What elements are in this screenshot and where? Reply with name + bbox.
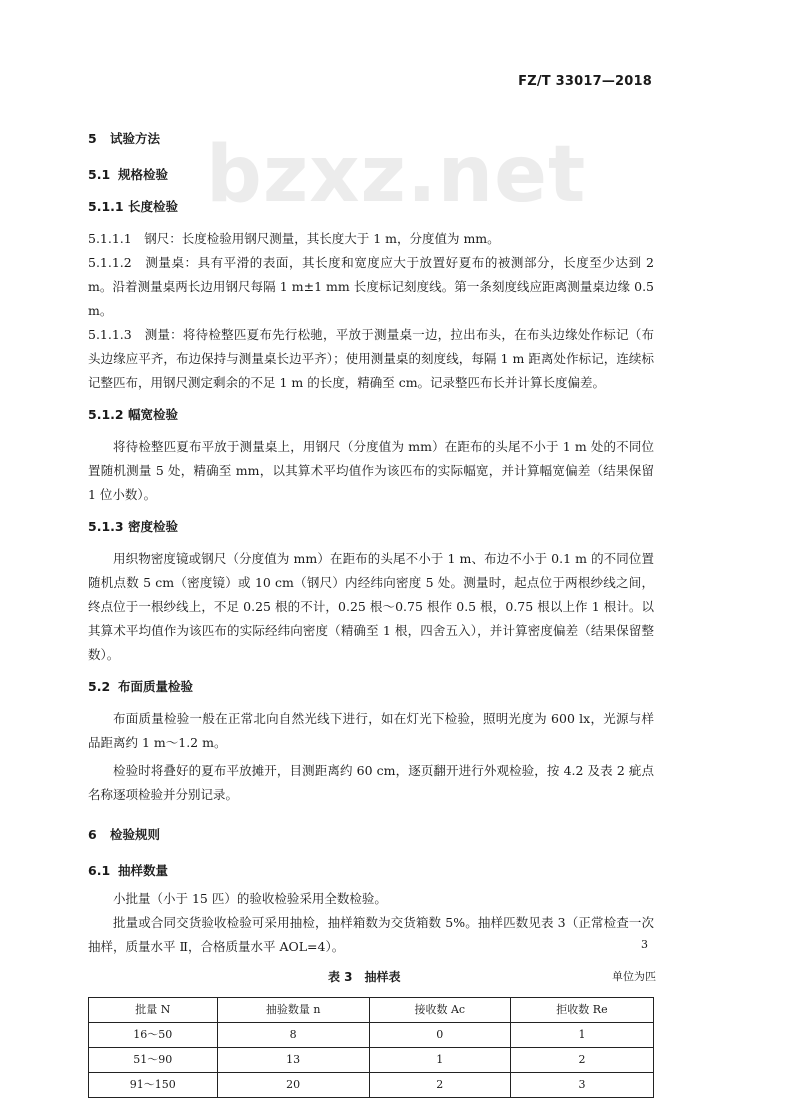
section-heading-6-1: 6.1 抽样数量 [88,863,169,878]
table-cell: 91～150 [89,1073,218,1098]
paragraph-6-1-a: 小批量（小于 15 匹）的验收检验采用全数检验。 [113,891,387,906]
table-header-row [89,998,654,1023]
table-cell: 51～90 [89,1048,218,1073]
table-cell: 13 [217,1048,369,1073]
table-unit: 单位为匹 [612,970,656,983]
paragraph-5-2-b: 检验时将叠好的夏布平放摊开，目测距离约 60 cm，逐页翻开进行外观检验，按 4.2 及表 2 疵点名称逐项检验并分别记录。 [88,763,654,802]
section-heading-5-1-3: 5.1.3 密度检验 [88,519,179,534]
section-heading-6: 6 检验规则 [88,827,161,842]
section-heading-5-2: 5.2 布面质量检验 [88,679,194,694]
paragraph-5-1-2: 将待检整匹夏布平放于测量桌上，用钢尺（分度值为 mm）在距布的头尾不小于 1 m 处的不同位置随机测量 5 处，精确至 mm，以其算术平均值作为该匹布的实际幅宽，并计算幅宽偏差（结果保留 1 位小数）。 [88,439,654,502]
section-heading-5: 5 试验方法 [88,131,161,146]
table-header-cell: 抽验数量 n [217,998,369,1023]
paragraph-5-1-3: 用织物密度镜或钢尺（分度值为 mm）在距布的头尾不小于 1 m、布边不小于 0.1 m 的不同位置随机点数 5 cm（密度镜）或 10 cm（钢尺）内经纬向密度 5 处。测量时，起点位于两根纱线之间，终点位于一根纱线上，不足 0.25 根的不计，0.25 根～0.75 根作 0.5 根，0.75 根以上作 1 根计。以其算术平均值作为该匹布的实际经纬向密度（精确至 1 根，四舍五入），并计算密度偏差（结果保留整数）。 [88,551,654,662]
table-cell: 1 [510,1023,653,1048]
table-cell: 8 [217,1023,369,1048]
paragraph-5-1-1-2: 5.1.1.2 测量桌：具有平滑的表面，其长度和宽度应大于放置好夏布的被测部分，长度至少达到 2 m。沿着测量桌两长边用钢尺每隔 1 m±1 mm 长度标记刻度线。第一条刻度线应距离测量桌边缘 0.5 m。 [88,255,654,318]
paragraph-5-1-1-1: 5.1.1.1 钢尺：长度检验用钢尺测量，其长度大于 1 m，分度值为 mm。 [88,231,500,246]
section-heading-5-1-2: 5.1.2 幅宽检验 [88,407,179,422]
table-row [89,1048,654,1073]
table-row [89,1073,654,1098]
table-row [89,1023,654,1048]
standard-code: FZ/T 33017—2018 [518,74,652,89]
paragraph-5-2-a: 布面质量检验一般在正常北向自然光线下进行，如在灯光下检验，照明光度为 600 lx，光源与样品距离约 1 m～1.2 m。 [88,711,654,750]
table-cell: 20 [217,1073,369,1098]
paragraph-6-1-b: 批量或合同交货验收检验可采用抽检，抽样箱数为交货箱数 5%。抽样匹数见表 3（正常检查一次抽样，质量水平 Ⅱ，合格质量水平 AOL=4）。 [88,915,654,954]
table-cell: 0 [369,1023,510,1048]
section-heading-5-1: 5.1 规格检验 [88,167,169,182]
watermark: bzxz.net [206,130,587,220]
table-caption: 表 3 抽样表 [328,970,401,984]
sampling-table [88,997,654,1098]
table-cell: 16～50 [89,1023,218,1048]
page-number: 3 [641,938,648,951]
table-cell: 3 [510,1073,653,1098]
table-cell: 2 [510,1048,653,1073]
table-caption-row [88,965,654,989]
table-cell: 2 [369,1073,510,1098]
table-header-cell: 批量 N [89,998,218,1023]
page-content [88,127,654,1098]
table-header-cell: 接收数 Ac [369,998,510,1023]
table-cell: 1 [369,1048,510,1073]
paragraph-5-1-1-3: 5.1.1.3 测量：将待检整匹夏布先行松驰，平放于测量桌一边，拉出布头，在布头边缘处作标记（布头边缘应平齐，布边保持与测量桌长边平齐）；使用测量桌的刻度线，每隔 1 m 距离处作标记，连续标记整匹布，用钢尺测定剩余的不足 1 m 的长度，精确至 cm。记录整匹布长并计算长度偏差。 [88,327,654,390]
section-heading-5-1-1: 5.1.1 长度检验 [88,199,179,214]
table-header-cell: 拒收数 Re [510,998,653,1023]
